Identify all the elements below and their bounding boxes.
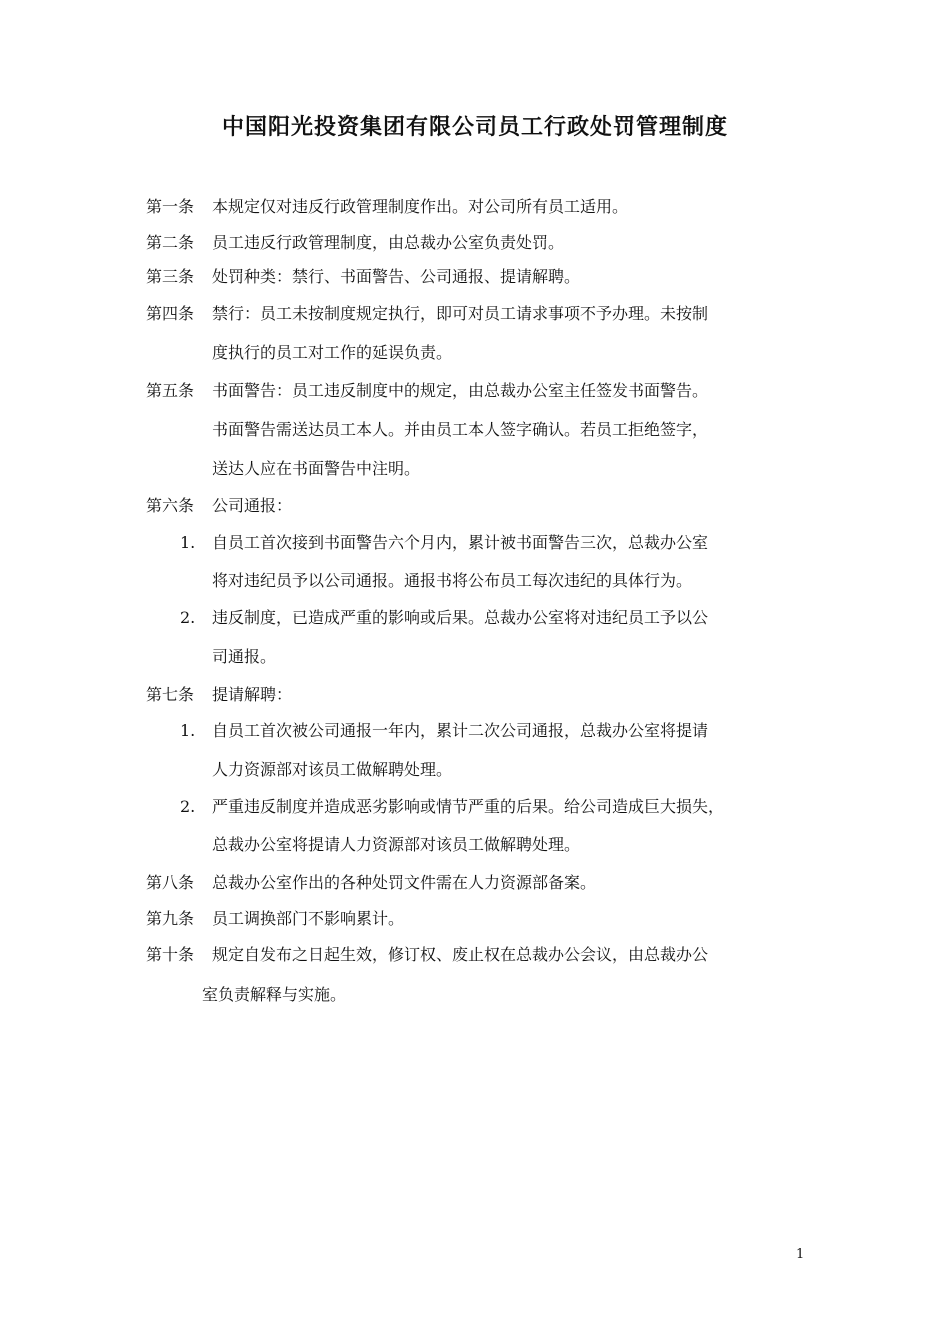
list-item-continuation: 人力资源部对该员工做解聘处理。 <box>212 760 453 779</box>
article-5 <box>146 380 708 402</box>
article-8 <box>146 872 596 894</box>
list-number: 2. <box>180 608 196 627</box>
list-item-text: 严重违反制度并造成恶劣影响或情节严重的后果。给公司造成巨大损失， <box>212 797 725 816</box>
article-label: 第一条 <box>146 197 195 216</box>
article-text: 公司通报： <box>212 496 293 515</box>
list-item-continuation: 司通报。 <box>212 647 277 666</box>
document-title: 中国阳光投资集团有限公司员工行政处罚管理制度 <box>221 115 728 140</box>
article-label: 第五条 <box>146 381 195 400</box>
article-text: 处罚种类：禁行、书面警告、公司通报、提请解聘。 <box>212 267 581 286</box>
article-text: 规定自发布之日起生效，修订权、废止权在总裁办公会议，由总裁办公 <box>212 945 709 964</box>
article-label: 第十条 <box>146 945 195 964</box>
list-item-text: 自员工首次接到书面警告六个月内，累计被书面警告三次，总裁办公室 <box>212 533 709 552</box>
article-text: 书面警告：员工违反制度中的规定，由总裁办公室主任签发书面警告。 <box>212 381 709 400</box>
article-label: 第八条 <box>146 873 195 892</box>
article-4-continuation: 度执行的员工对工作的延误负责。 <box>212 343 453 362</box>
article-2 <box>146 232 564 254</box>
article-label: 第九条 <box>146 909 195 928</box>
article-9 <box>146 908 404 930</box>
list-number: 1. <box>180 721 196 740</box>
article-7 <box>146 684 292 706</box>
article-text: 员工调换部门不影响累计。 <box>212 909 405 928</box>
article-6 <box>146 495 292 517</box>
list-number: 2. <box>180 797 196 816</box>
article-1 <box>146 196 628 218</box>
article-text: 员工违反行政管理制度，由总裁办公室负责处罚。 <box>212 233 565 252</box>
article-label: 第三条 <box>146 267 195 286</box>
list-item-text: 自员工首次被公司通报一年内，累计二次公司通报，总裁办公室将提请 <box>212 721 709 740</box>
article-10 <box>146 944 708 966</box>
list-number: 1. <box>180 533 196 552</box>
list-item-continuation: 总裁办公室将提请人力资源部对该员工做解聘处理。 <box>212 835 581 854</box>
article-3 <box>146 266 580 288</box>
article-text: 禁行：员工未按制度规定执行，即可对员工请求事项不予办理。未按制 <box>212 304 709 323</box>
article-label: 第四条 <box>146 304 195 323</box>
article-label: 第二条 <box>146 233 195 252</box>
article-4 <box>146 303 708 325</box>
page-number: 1 <box>796 1247 805 1262</box>
article-text: 本规定仅对违反行政管理制度作出。对公司所有员工适用。 <box>212 197 629 216</box>
list-item-continuation: 将对违纪员予以公司通报。通报书将公布员工每次违纪的具体行为。 <box>212 571 693 590</box>
article-10-continuation: 室负责解释与实施。 <box>202 985 347 1004</box>
article-text: 提请解聘： <box>212 685 293 704</box>
article-5-continuation: 书面警告需送达员工本人。并由员工本人签字确认。若员工拒绝签字， <box>212 420 709 439</box>
article-text: 总裁办公室作出的各种处罚文件需在人力资源部备案。 <box>212 873 597 892</box>
article-label: 第七条 <box>146 685 195 704</box>
list-item-text: 违反制度，已造成严重的影响或后果。总裁办公室将对违纪员工予以公 <box>212 608 709 627</box>
article-label: 第六条 <box>146 496 195 515</box>
article-5-continuation: 送达人应在书面警告中注明。 <box>212 459 421 478</box>
